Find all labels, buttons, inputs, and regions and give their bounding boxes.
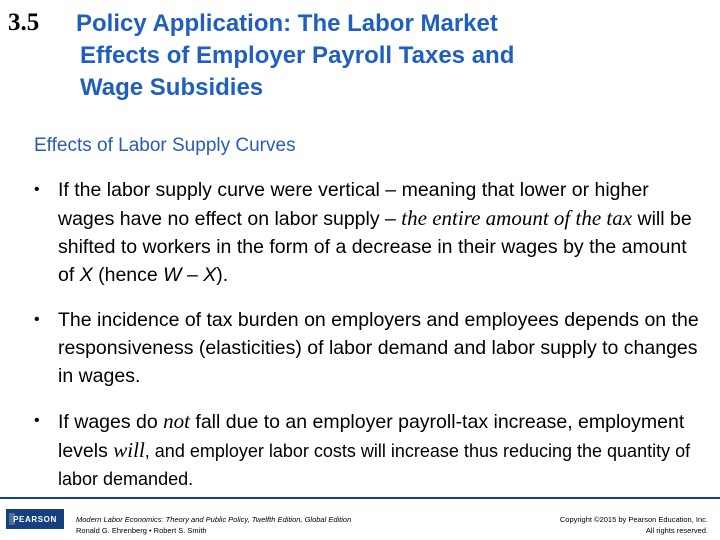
bullet-item-3 [34,407,704,493]
footer-rights-line: All rights reserved. [645,526,708,535]
bullet-1-x-2: X [203,264,217,286]
bullet-dot-icon: • [34,311,40,328]
bullet-dot-icon: • [34,181,40,198]
bullet-1-text-4: ). [216,264,229,286]
section-number: 3.5 [8,9,40,36]
logo-mark-icon [9,513,15,525]
footer-divider [0,497,720,499]
footer-book-title: Modern Labor Economics: Theory and Public Policy, Twelfth Edition, Global Edition [76,515,352,524]
bullet-3-not: not [163,409,190,433]
bullet-1-emphasis: the entire amount of the tax [401,206,633,230]
bullet-2-text: The incidence of tax burden on employers and employees depends on the responsiveness (elasticities) of labor demand and labor supply to changes in wages. [58,309,699,387]
slide-title [76,8,706,104]
bullet-3-text-2: fall due to an employer payroll-tax increase, employment levels [58,411,685,462]
footer-authors: Ronald G. Ehrenberg • Robert S. Smith [76,526,207,535]
title-line-3: Wage Subsidies [80,74,264,101]
footer-citation [76,514,351,536]
bullet-1-text-3: (hence [92,264,164,286]
bullet-1-dash: – [181,264,204,286]
title-line-1: Policy Application: The Labor Market [76,10,498,37]
subtitle: Effects of Labor Supply Curves [34,135,296,156]
bullet-1-w: W [163,264,182,286]
bullet-3-will: will [113,438,145,462]
footer-copyright [560,514,708,536]
bullet-list [34,176,704,493]
pearson-logo [6,509,64,529]
bullet-1-text-2: will be shifted to workers in the form of a decrease in their wages by the amount of [58,208,692,286]
bullet-3-text-3: , and employer labor costs will increase thus reducing the quantity of labor demanded. [58,441,691,489]
bullet-1-x: X [79,264,93,286]
bullet-1-text: If the labor supply curve were vertical – meaning that lower or higher wages have no effect on labor supply – [58,179,649,230]
footer-copyright-line: Copyright ©2015 by Pearson Education, Inc. [559,515,708,524]
bullet-item-1 [34,176,704,289]
title-line-2: Effects of Employer Payroll Taxes and [80,42,515,69]
bullet-dot-icon: • [34,412,40,429]
logo-text: PEARSON [13,514,57,524]
bullet-item-2 [34,306,704,390]
bullet-3-text: If wages do [58,411,164,433]
